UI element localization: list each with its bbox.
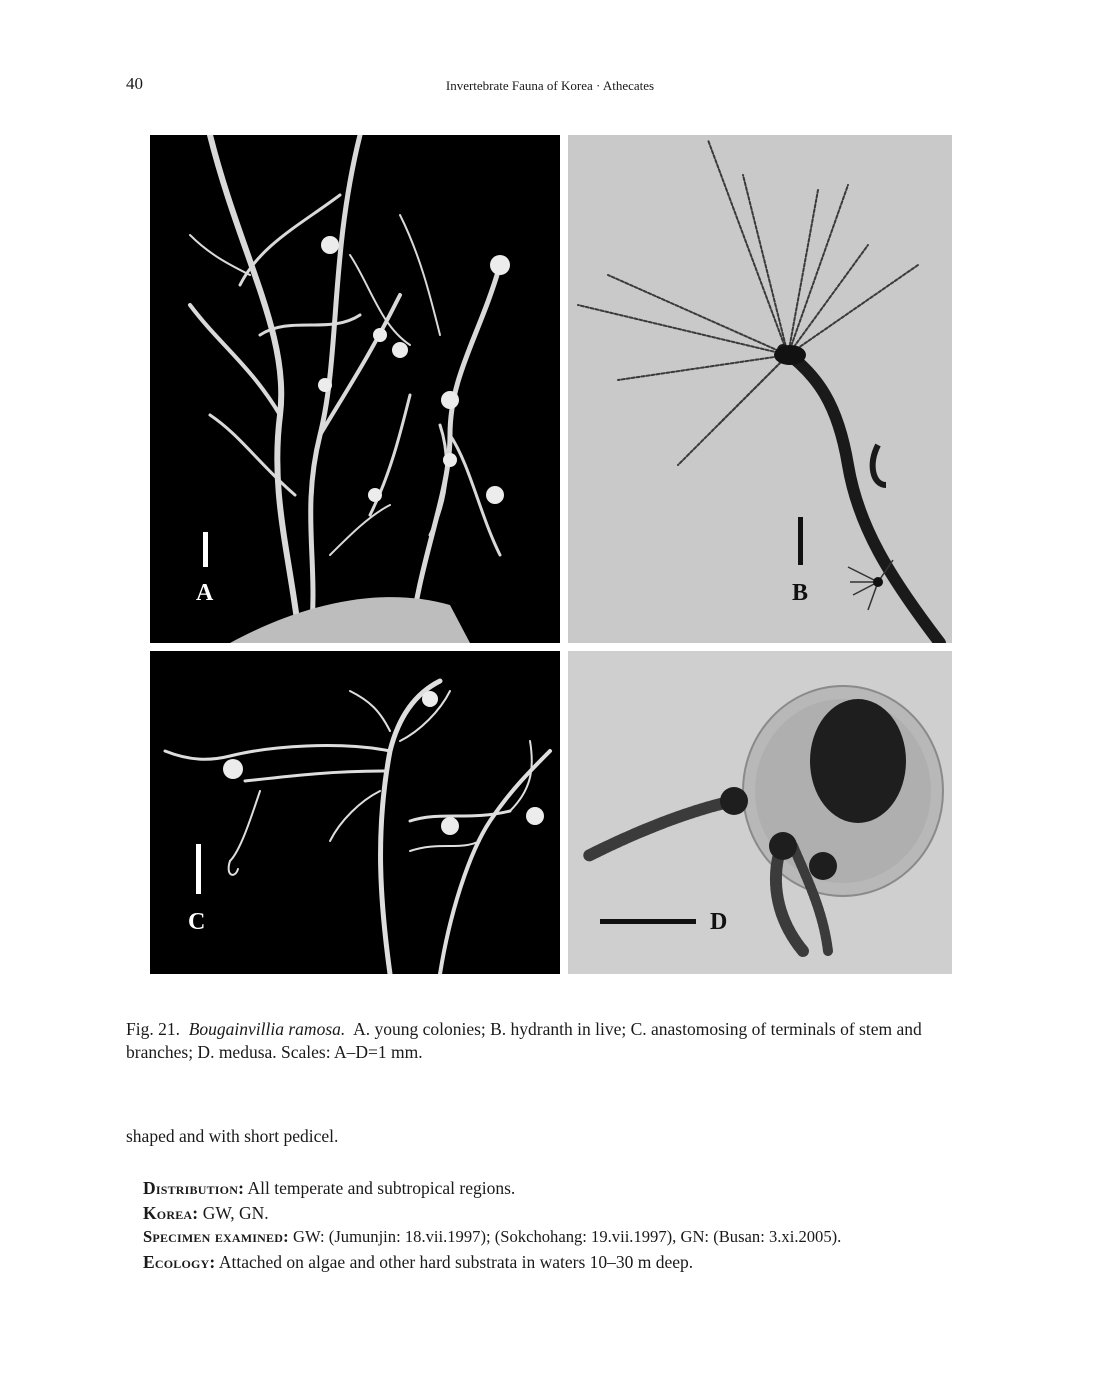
section-specimen-examined: [143, 1225, 993, 1250]
section-korea: [143, 1201, 993, 1226]
colony-illustration: [150, 135, 560, 643]
panel-c-label: C: [188, 909, 206, 935]
section-text: All temperate and subtropical regions.: [247, 1178, 516, 1198]
section-text: GW, GN.: [202, 1202, 269, 1223]
section-heading: Distribution:: [143, 1178, 245, 1198]
section-ecology: [143, 1250, 993, 1275]
panel-c-photo: [150, 651, 560, 974]
hydranth-illustration: [568, 135, 952, 643]
medusa-illustration: [568, 651, 952, 974]
page-number: 40: [126, 74, 143, 93]
section-heading: Ecology:: [143, 1251, 216, 1272]
panel-d-photo: [568, 651, 952, 974]
species-sections: [143, 1176, 993, 1274]
caption-species: Bougainvillia ramosa.: [188, 1019, 346, 1039]
section-distribution: [143, 1176, 993, 1201]
section-heading: Specimen examined:: [143, 1227, 289, 1246]
terminals-illustration: [150, 651, 560, 974]
panel-a-label: A: [196, 580, 214, 606]
panel-d-label: D: [710, 909, 728, 935]
running-header: Invertebrate Fauna of Korea · Athecates: [445, 78, 655, 93]
section-text: Attached on algae and other hard substrata in waters 10–30 m deep.: [218, 1251, 694, 1272]
caption-text: A. young colonies; B. hydranth in live; C. anastomosing of terminals of stem and branches; D. medusa. Scales: A–D=1 mm.: [126, 1019, 922, 1062]
panel-b-photo: [568, 135, 952, 643]
panel-b-label: B: [792, 580, 809, 606]
figure-caption: [126, 1018, 976, 1064]
body-continuation: shaped and with short pedicel.: [126, 1126, 339, 1146]
section-text: GW: (Jumunjin: 18.vii.1997); (Sokchohang: 19.vii.1997), GN: (Busan: 3.xi.2005).: [293, 1227, 842, 1246]
panel-a-photo: [150, 135, 560, 643]
caption-label: Fig. 21.: [126, 1019, 180, 1039]
section-heading: Korea:: [143, 1202, 199, 1223]
